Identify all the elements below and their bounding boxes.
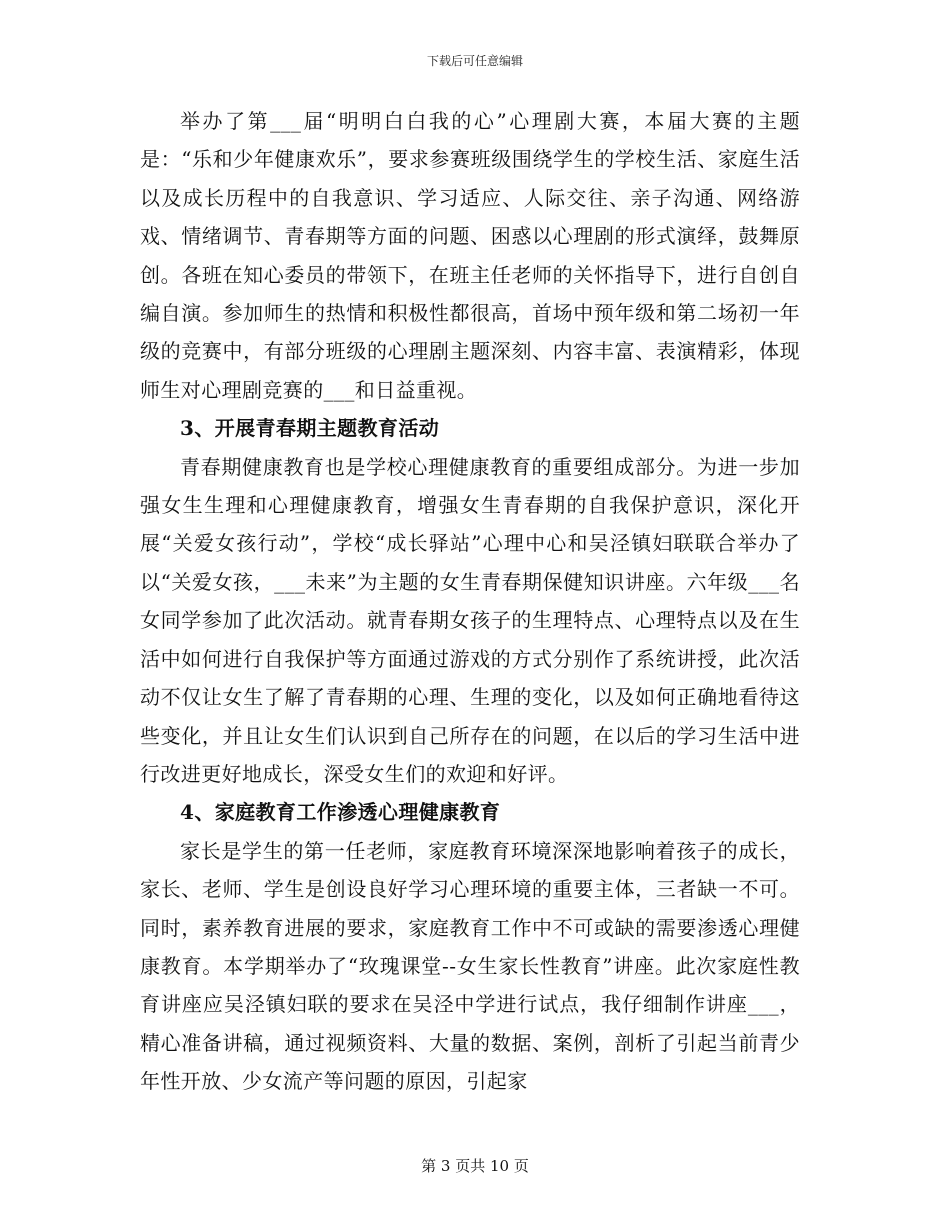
section-heading-4: 4、家庭教育工作渗透心理健康教育 [180,800,501,825]
page-number-footer: 第 3 页共 10 页 [421,1157,529,1175]
paragraph-family-education: 家长是学生的第一任老师，家庭教育环境深深地影响着孩子的成长，家长、老师、学生是创设良好学习心理环境的重要主体，三者缺一不可。同时，素养教育进展的要求，家庭教育工作中不可或缺的需要渗透心理健康教育。本学期举办了“玫瑰课堂--女生家长性教育”讲座。此次家庭性教育讲座应吴泾镇妇联的要求在吴泾中学进行试点，我仔细制作讲座___，精心准备讲稿，通过视频资料、大量的数据、案例，剖析了引起当前青少年性开放、少女流产等问题的原因，引起家 [140,838,800,1094]
section-heading-3: 3、开展青春期主题教育活动 [180,416,440,441]
page-header-note: 下载后可任意编辑 [426,54,523,68]
document-body [140,102,800,1101]
paragraph-psychodrama-contest: 举办了第___届“明明白白我的心”心理剧大赛，本届大赛的主题是：“乐和少年健康欢乐”，要求参赛班级围绕学生的学校生活、家庭生活以及成长历程中的自我意识、学习适应、人际交往、亲子沟通、网络游戏、情绪调节、青春期等方面的问题、困惑以心理剧的形式演绎，鼓舞原创。各班在知心委员的带领下，在班主任老师的关怀指导下，进行自创自编自演。参加师生的热情和积极性都很高，首场中预年级和第二场初一年级的竞赛中，有部分班级的心理剧主题深刻、内容丰富、表演精彩，体现师生对心理剧竞赛的___和日益重视。 [140,109,800,402]
paragraph-adolescence-education: 青春期健康教育也是学校心理健康教育的重要组成部分。为进一步加强女生生理和心理健康教育，增强女生青春期的自我保护意识，深化开展“关爱女孩行动”，学校“成长驿站”心理中心和吴泾镇妇联联合举办了以“关爱女孩，___未来”为主题的女生青春期保健知识讲座。六年级___名女同学参加了此次活动。就青春期女孩子的生理特点、心理特点以及在生活中如何进行自我保护等方面通过游戏的方式分别作了系统讲授，此次活动不仅让女生了解了青春期的心理、生理的变化，以及如何正确地看待这些变化，并且让女生们认识到自己所存在的问题，在以后的学习生活中进行改进更好地成长，深受女生们的欢迎和好评。 [140,454,800,786]
